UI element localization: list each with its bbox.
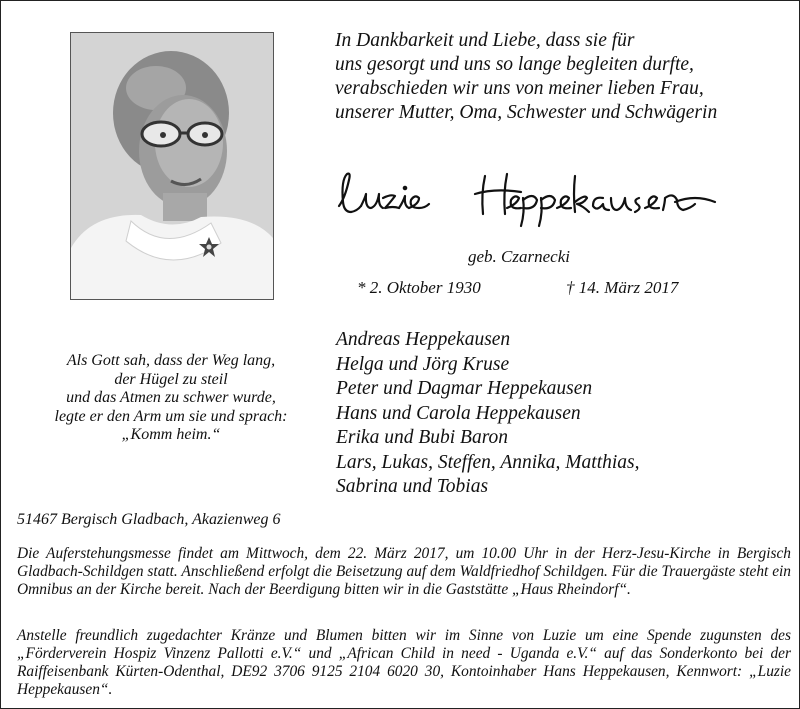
poem	[28, 352, 314, 445]
family-member: Sabrina und Tobias	[336, 476, 489, 497]
intro-text	[335, 29, 785, 125]
death-date: † 14. März 2017	[566, 278, 679, 297]
family-member: Peter und Dagmar Heppekausen	[336, 378, 593, 399]
family-address: 51467 Bergisch Gladbach, Akazienweg 6	[17, 511, 281, 528]
poem-line: der Hügel zu steil	[114, 370, 228, 388]
family-member: Erika und Bubi Baron	[336, 427, 509, 448]
intro-line: verabschieden wir uns von meiner lieben Frau,	[335, 78, 704, 99]
handwritten-name	[335, 168, 735, 232]
intro-line: unserer Mutter, Oma, Schwester und Schwägerin	[335, 102, 718, 123]
poem-line: „Komm heim.“	[121, 426, 221, 443]
service-info: Die Auferstehungsmesse findet am Mittwoch, dem 22. März 2017, um 10.00 Uhr in der Herz-Jesu-Kirche in Bergisch Gladbach-Schildgen statt. Anschließend erfolgt die Beisetzung auf dem Waldfriedhof Schildgen. Für die Trauergäste steht ein Omnibus an der Kirche bereit. Nach der Beerdigung bitten wir in die Gaststätte „Haus Rheindorf“.	[17, 545, 791, 598]
family-list	[336, 328, 640, 500]
portrait-illustration	[71, 33, 273, 299]
deceased-name-signature	[335, 168, 735, 232]
family-member: Helga und Jörg Kruse	[336, 353, 510, 375]
family-member: Andreas Heppekausen	[336, 329, 511, 350]
family-member: Hans und Carola Heppekausen	[336, 402, 581, 424]
maiden-name: geb. Czarnecki	[468, 247, 570, 266]
family-member: Lars, Lukas, Steffen, Annika, Matthias,	[336, 451, 640, 473]
intro-line: uns gesorgt und uns so lange begleiten durfte,	[335, 54, 694, 75]
poem-line: und das Atmen zu schwer wurde,	[66, 389, 276, 406]
donation-info: Anstelle freundlich zugedachter Kränze und Blumen bitten wir im Sinne von Luzie um eine Spende zugunsten des „Förderverein Hospiz Vinzenz Pallotti e.V.“ und „African Child in need - Uganda e.V.“ auf das Sonderkonto bei der Raiffeisenbank Kürten-Odenthal, DE92 3706 9125 2104 6020 30, Kontoinhaber Hans Heppekausen, Kennwort: „Luzie Heppekausen“.	[17, 627, 791, 698]
birth-date: * 2. Oktober 1930	[357, 278, 481, 297]
portrait-photo	[70, 32, 274, 300]
intro-line: In Dankbarkeit und Liebe, dass sie für	[335, 30, 635, 51]
poem-line: legte er den Arm um sie und sprach:	[54, 407, 288, 425]
poem-line: Als Gott sah, dass der Weg lang,	[66, 352, 276, 369]
